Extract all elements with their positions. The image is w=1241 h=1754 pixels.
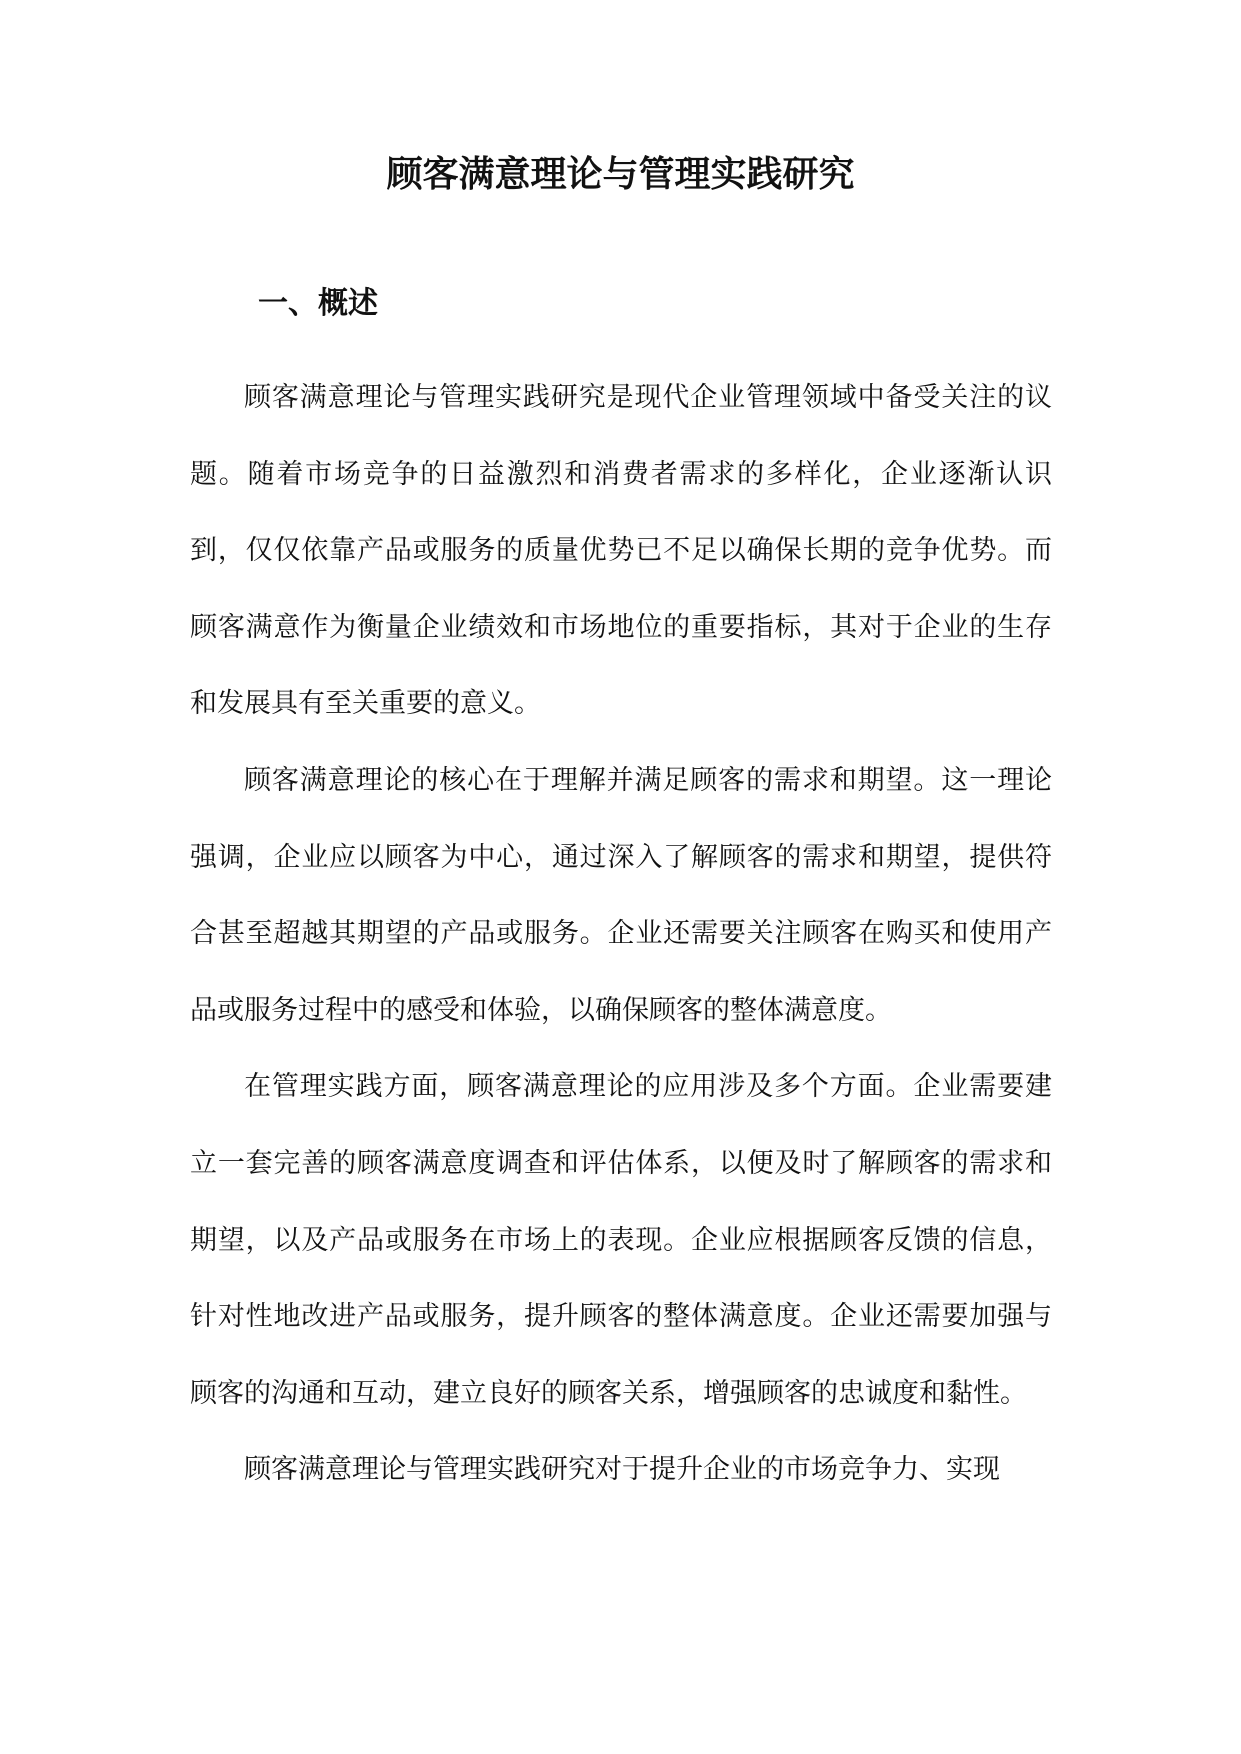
- paragraph: 顾客满意理论与管理实践研究对于提升企业的市场竞争力、实现: [244, 1454, 1000, 1486]
- section-heading-overview: 一、概述: [258, 286, 378, 321]
- paragraph: 顾客满意理论的核心在于理解并满足顾客的需求和期望。这一理论强调，企业应以顾客为中心，通过深入了解顾客的需求和期望，提供符合甚至超越其期望的产品或服务。企业还需要关注顾客在购买和使用产品或服务过程中的感受和体验，以确保顾客的整体满意度。: [190, 764, 1052, 1026]
- section-body: [190, 360, 1052, 1509]
- paragraph: 在管理实践方面，顾客满意理论的应用涉及多个方面。企业需要建立一套完善的顾客满意度调查和评估体系，以便及时了解顾客的需求和期望，以及产品或服务在市场上的表现。企业应根据顾客反馈的信息，针对性地改进产品或服务，提升顾客的整体满意度。企业还需要加强与顾客的沟通和互动，建立良好的顾客关系，增强顾客的忠诚度和黏性。: [190, 1071, 1052, 1409]
- paragraph: 顾客满意理论与管理实践研究是现代企业管理领域中备受关注的议题。随着市场竞争的日益激烈和消费者需求的多样化，企业逐渐认识到，仅仅依靠产品或服务的质量优势已不足以确保长期的竞争优势。而顾客满意作为衡量企业绩效和市场地位的重要指标，其对于企业的生存和发展具有至关重要的意义。: [190, 382, 1052, 720]
- document-title: 顾客满意理论与管理实践研究: [386, 153, 855, 195]
